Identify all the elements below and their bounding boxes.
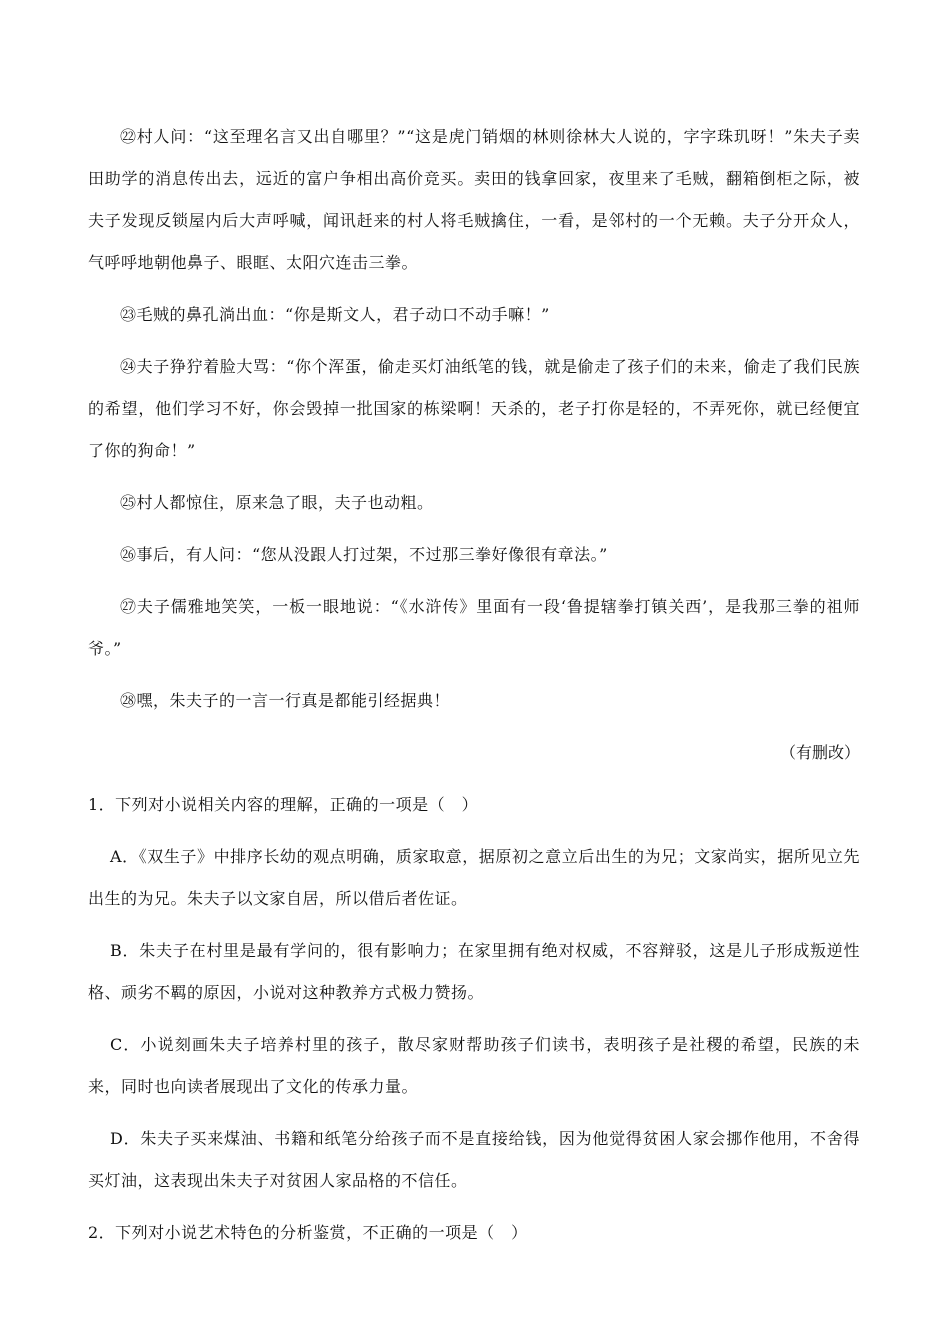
question-1-stem: 1．下列对小说相关内容的理解，正确的一项是（ ） [88, 795, 479, 814]
passage-paragraph-26: ㉖事后，有人问：“您从没跟人打过架，不过那三拳好像很有章法。” [120, 545, 608, 564]
document-page [88, 116, 860, 1264]
passage-paragraph-23: ㉓毛贼的鼻孔淌出血：“你是斯文人，君子动口不动手嘛！” [120, 305, 550, 324]
passage-paragraph-22: ㉒村人问：“这至理名言又出自哪里？”“这是虎门销烟的林则徐林大人说的，字字珠玑呀！”朱夫子卖田助学的消息传出去，远近的富户争相出高价竞买。卖田的钱拿回家，夜里来了毛贼，翻箱倒柜之际，被夫子发现反锁屋内后大声呼喊，闻讯赶来的村人将毛贼擒住，一看，是邻村的一个无赖。夫子分开众人，气呼呼地朝他鼻子、眼眶、太阳穴连击三拳。 [88, 127, 860, 272]
question-1-option-b: B．朱夫子在村里是最有学问的，很有影响力；在家里拥有绝对权威，不容辩驳，这是儿子形成叛逆性格、顽劣不羁的原因，小说对这种教养方式极力赞扬。 [88, 941, 860, 1002]
question-1-option-c: C．小说刻画朱夫子培养村里的孩子，散尽家财帮助孩子们读书，表明孩子是社稷的希望，民族的未来，同时也向读者展现出了文化的传承力量。 [88, 1035, 860, 1096]
passage-paragraph-28: ㉘嘿，朱夫子的一言一行真是都能引经据典！ [120, 691, 451, 710]
passage-paragraph-25: ㉕村人都惊住，原来急了眼，夫子也动粗。 [120, 493, 434, 512]
question-2-stem: 2．下列对小说艺术特色的分析鉴赏，不正确的一项是（ ） [88, 1223, 528, 1242]
passage-credit: （有删改） [779, 743, 860, 762]
question-1-option-d: D．朱夫子买来煤油、书籍和纸笔分给孩子而不是直接给钱，因为他觉得贫困人家会挪作他用，不舍得买灯油，这表现出朱夫子对贫困人家品格的不信任。 [88, 1129, 860, 1190]
passage-paragraph-27: ㉗夫子儒雅地笑笑，一板一眼地说：“《水浒传》里面有一段‘鲁提辖拳打镇关西’，是我那三拳的祖师爷。” [88, 597, 860, 658]
question-1-option-a: A．《双生子》中排序长幼的观点明确，质家取意，据原初之意立后出生的为兄；文家尚实，据所见立先出生的为兄。朱夫子以文家自居，所以借后者佐证。 [88, 847, 860, 908]
passage-paragraph-24: ㉔夫子狰狞着脸大骂：“你个浑蛋，偷走买灯油纸笔的钱，就是偷走了孩子们的未来，偷走了我们民族的希望，他们学习不好，你会毁掉一批国家的栋梁啊！天杀的，老子打你是轻的，不弄死你，就已经便宜了你的狗命！” [88, 357, 860, 460]
